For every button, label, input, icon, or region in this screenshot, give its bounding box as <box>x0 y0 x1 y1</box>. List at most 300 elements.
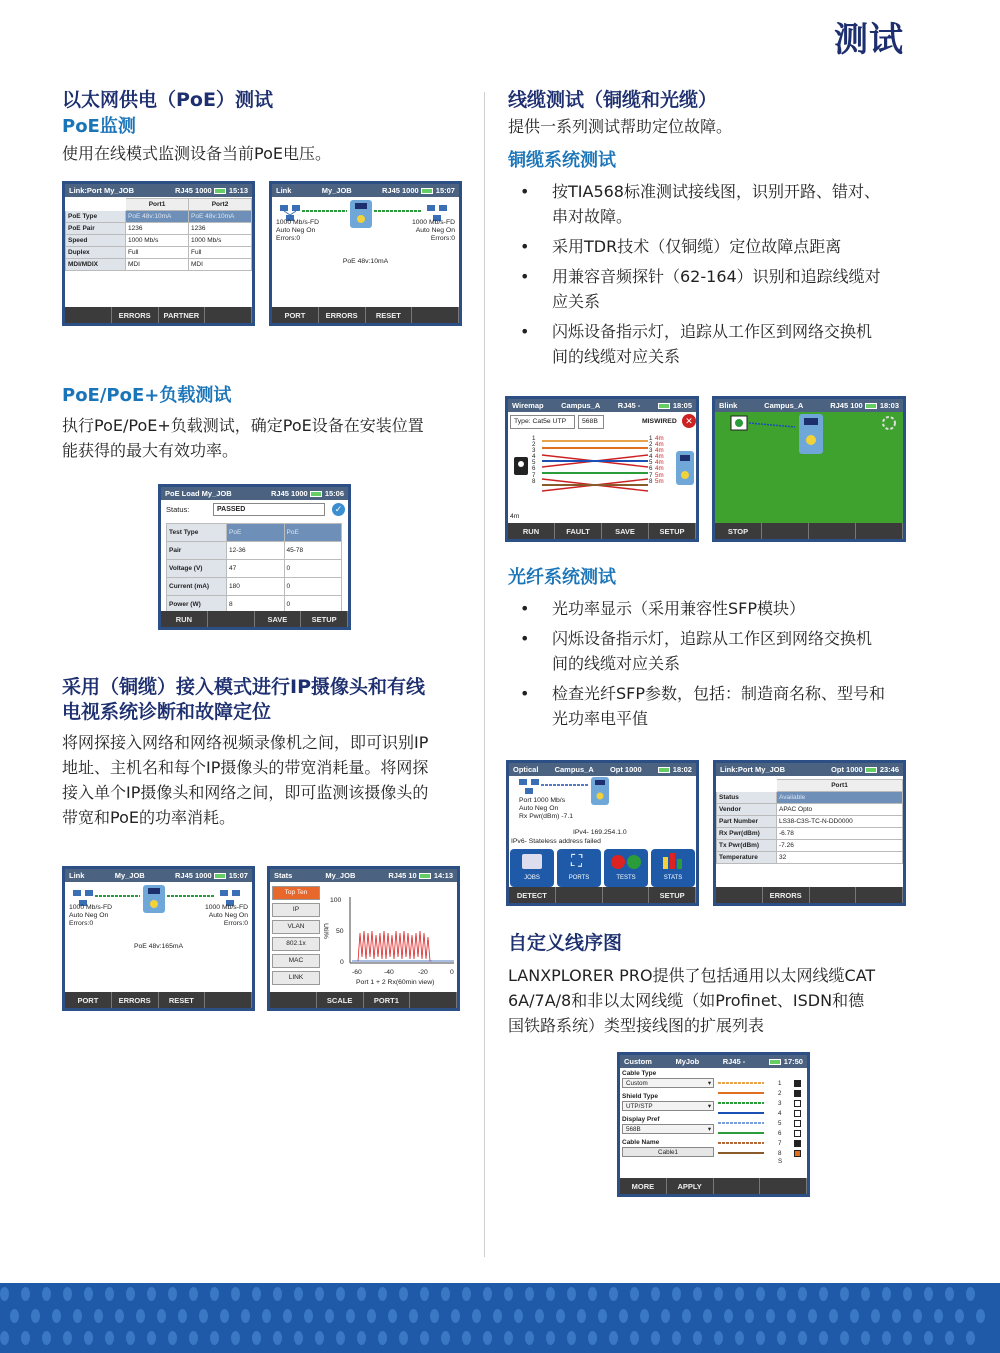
ipcam-text-4: 带宽和PoE的功率消耗。 <box>62 808 235 827</box>
softkey[interactable] <box>270 992 317 1008</box>
near-pin-labels: 1 2 3 4 5 6 7 8 <box>532 435 536 485</box>
decorative-dot <box>262 1309 271 1323</box>
decorative-dot <box>829 1309 838 1323</box>
ports-tile[interactable]: ⛶ PORTS <box>557 849 601 887</box>
fiber-bullets <box>508 596 928 731</box>
decorative-dot <box>483 1287 492 1301</box>
decorative-dot <box>819 1287 828 1301</box>
decorative-dot <box>945 1287 954 1301</box>
decorative-dot <box>73 1309 82 1323</box>
decorative-dot <box>451 1309 460 1323</box>
menu-link[interactable]: LINK <box>272 971 320 985</box>
tester-device-icon <box>591 777 609 805</box>
poe-port-table: Port1 Port2 PoE Type PoE 48v:10mA PoE 48v:10mA PoE Pair 1236 1236 Speed 1000 Mb/s 1000 Mb/s Duplex Full Full MDI/MDIX MDI MDI <box>65 198 252 271</box>
x-tick-label: 0 <box>450 969 454 976</box>
decorative-dot <box>273 1331 282 1345</box>
cable-test-text: 提供一系列测试帮助定位故障。 <box>508 117 733 136</box>
reset-softkey[interactable]: RESET <box>366 307 413 323</box>
decorative-dot <box>0 1331 9 1345</box>
ipv4-address: IPv4- 169.254.1.0 <box>573 829 627 836</box>
decorative-dot <box>724 1309 733 1323</box>
scale-softkey[interactable]: SCALE <box>317 992 364 1008</box>
decorative-dot <box>168 1331 177 1345</box>
decorative-dot <box>189 1331 198 1345</box>
decorative-dot <box>462 1287 471 1301</box>
screen-status-bar: Custom MyJob RJ45 - 17:50 <box>620 1055 807 1068</box>
decorative-dot <box>178 1309 187 1323</box>
decorative-dot <box>21 1287 30 1301</box>
pass-icon <box>627 855 641 869</box>
decorative-dot <box>126 1331 135 1345</box>
remote-id-icon <box>514 457 528 475</box>
softkey[interactable] <box>410 992 457 1008</box>
run-softkey[interactable]: RUN <box>508 523 555 539</box>
port-softkey[interactable]: PORT <box>272 307 319 323</box>
bar-chart-icon <box>663 857 668 869</box>
softkey[interactable] <box>412 307 459 323</box>
decorative-dot <box>483 1331 492 1345</box>
menu-top-ten[interactable]: Top Ten <box>272 886 320 900</box>
menu-mac[interactable]: MAC <box>272 954 320 968</box>
decorative-dot <box>535 1309 544 1323</box>
poe-load-title: PoE/PoE+负载测试 <box>62 385 232 406</box>
softkey[interactable] <box>809 523 856 539</box>
screen-sfp-details <box>713 760 906 906</box>
custom-text-3: 国铁路系统）类型接线图的扩展列表 <box>508 1016 765 1035</box>
screen-custom-wiremap <box>617 1052 810 1197</box>
decorative-dot <box>231 1287 240 1301</box>
run-softkey[interactable]: RUN <box>161 611 208 627</box>
softkey-bar <box>715 523 903 539</box>
softkey-bar <box>508 523 696 539</box>
decorative-dot <box>325 1309 334 1323</box>
decorative-dot <box>924 1331 933 1345</box>
screen-optical <box>506 760 699 906</box>
pin-checkbox[interactable] <box>794 1100 801 1107</box>
far-pin-labels: 1 2 3 4 5 6 7 8 <box>649 435 653 485</box>
softkey[interactable] <box>760 1178 807 1194</box>
fiber-bullet: • 检查光纤SFP参数，包括：制造商名称、型号和 光功率电平值 <box>508 681 928 731</box>
softkey-bar <box>65 307 252 323</box>
decorative-dot <box>556 1309 565 1323</box>
decorative-dot <box>745 1309 754 1323</box>
x-axis-label: Port 1 + 2 Rx(60min view) <box>356 979 435 986</box>
wiring-scheme-field[interactable]: 568B <box>578 415 604 429</box>
decorative-dot <box>630 1331 639 1345</box>
decorative-dot <box>409 1309 418 1323</box>
tester-device-icon <box>676 451 694 485</box>
jobs-tile[interactable]: JOBS <box>510 849 554 887</box>
decorative-dot <box>882 1287 891 1301</box>
fiber-bullet: • 光功率显示（采用兼容性SFP模块） <box>508 596 928 621</box>
screen-status-bar: Optical Campus_A Opt 1000 18:02 <box>509 763 696 776</box>
tests-tile[interactable]: TESTS <box>604 849 648 887</box>
utilization-chart <box>348 897 456 967</box>
decorative-dot <box>231 1331 240 1345</box>
port-softkey[interactable]: PORT <box>65 992 112 1008</box>
decorative-dot <box>147 1331 156 1345</box>
decorative-dot <box>609 1287 618 1301</box>
decorative-dot <box>94 1309 103 1323</box>
decorative-dot <box>525 1287 534 1301</box>
screen-stats <box>267 866 460 1011</box>
decorative-dot <box>199 1309 208 1323</box>
x-tick-label: -20 <box>418 969 428 976</box>
decorative-dot <box>84 1331 93 1345</box>
stats-tile[interactable]: STATS <box>651 849 695 887</box>
decorative-dot <box>84 1287 93 1301</box>
decorative-dot <box>640 1309 649 1323</box>
decorative-dot <box>672 1331 681 1345</box>
decorative-dot <box>546 1331 555 1345</box>
decorative-dot <box>63 1287 72 1301</box>
right-link-info: 1000 Mb/s-FD Auto Neg On Errors:0 <box>204 904 248 927</box>
screen-link-diagram-ipcam <box>62 866 255 1011</box>
softkey-bar <box>65 992 252 1008</box>
network-switch-icon <box>519 779 539 794</box>
decorative-dot <box>777 1287 786 1301</box>
pin-checkbox[interactable] <box>794 1080 801 1087</box>
poe-monitor-title: PoE监测 <box>62 116 136 137</box>
decorative-dot <box>619 1309 628 1323</box>
screen-blink <box>712 396 906 542</box>
decorative-dot <box>588 1287 597 1301</box>
partner-softkey[interactable]: PARTNER <box>159 307 206 323</box>
y-tick-label: 100 <box>330 897 342 904</box>
decorative-dot <box>10 1309 19 1323</box>
decorative-dot <box>714 1287 723 1301</box>
decorative-dot <box>157 1309 166 1323</box>
decorative-dot <box>861 1331 870 1345</box>
decorative-dot <box>21 1331 30 1345</box>
screen-status-bar: Link:Port My_JOB Opt 1000 23:46 <box>716 763 903 776</box>
more-softkey[interactable]: MORE <box>620 1178 667 1194</box>
save-softkey[interactable]: SAVE <box>255 611 302 627</box>
poe-load-text-2: 能获得的最大有效功率。 <box>62 441 239 460</box>
decorative-dot <box>609 1331 618 1345</box>
apply-softkey[interactable]: APPLY <box>667 1178 714 1194</box>
decorative-dot <box>493 1309 502 1323</box>
decorative-dot <box>514 1309 523 1323</box>
decorative-dot <box>241 1309 250 1323</box>
cable-type-dropdown[interactable]: Custom ▾ <box>622 1078 714 1088</box>
dot-pattern-row <box>0 1287 987 1301</box>
screen-status-bar: Blink Campus_A RJ45 100 18:03 <box>715 399 903 412</box>
stats-menu <box>272 886 320 988</box>
decorative-dot <box>378 1331 387 1345</box>
poe-load-table: Test Type PoE PoE Pair 12-36 45-78 Voltage (V) 47 0 Current (mA) 180 0 Power (W) 8 0 <box>166 523 342 614</box>
home-tiles <box>510 849 695 887</box>
wire-color-list <box>716 1079 766 1163</box>
copper-bullet: • 闪烁设备指示灯，追踪从工作区到网络交换机 间的线缆对应关系 <box>508 319 928 369</box>
decorative-dot <box>357 1331 366 1345</box>
decorative-dot <box>420 1331 429 1345</box>
custom-pin-labels: 1 2 3 4 5 6 7 8 S <box>778 1080 783 1165</box>
decorative-dot <box>714 1331 723 1345</box>
fail-icon <box>611 855 625 869</box>
screen-poe-load <box>158 484 351 630</box>
save-softkey[interactable]: SAVE <box>602 523 649 539</box>
decorative-dot <box>798 1287 807 1301</box>
setup-softkey[interactable]: SETUP <box>649 523 696 539</box>
status-label: Status: <box>166 505 190 514</box>
chevron-down-icon: ▾ <box>707 1126 711 1133</box>
tester-device-icon <box>350 200 372 228</box>
decorative-dot <box>462 1331 471 1345</box>
left-link-info: 1000 Mb/s-FD Auto Neg On Errors:0 <box>69 904 113 927</box>
pin-checkbox[interactable] <box>794 1140 801 1147</box>
optical-info: Port 1000 Mb/s Auto Neg On Rx Pwr(dBm) -7.1 <box>519 797 574 820</box>
decorative-dot <box>567 1331 576 1345</box>
softkey-bar <box>716 887 903 903</box>
screen-status-bar: Stats My_JOB RJ45 10 14:13 <box>270 869 457 882</box>
decorative-dot <box>651 1287 660 1301</box>
softkey-bar <box>272 307 459 323</box>
decorative-dot <box>798 1331 807 1345</box>
copper-bullet: • 采用TDR技术（仅铜缆）定位故障点距离 <box>508 234 928 259</box>
decorative-dot <box>661 1309 670 1323</box>
decorative-dot <box>441 1287 450 1301</box>
refresh-icon <box>883 417 895 429</box>
decorative-dot <box>850 1309 859 1323</box>
pin-checkbox[interactable] <box>794 1130 801 1137</box>
decorative-dot <box>336 1331 345 1345</box>
copper-bullets <box>508 179 928 369</box>
decorative-dot <box>903 1331 912 1345</box>
y-tick-label: 0 <box>340 959 344 966</box>
decorative-dot <box>441 1331 450 1345</box>
ipcam-title-2: 电视系统诊断和故障定位 <box>62 701 272 723</box>
menu-ip[interactable]: IP <box>272 903 320 917</box>
softkey-bar <box>509 887 696 903</box>
errors-softkey[interactable]: ERRORS <box>763 887 810 903</box>
decorative-dot <box>525 1331 534 1345</box>
decorative-dot <box>294 1287 303 1301</box>
cable-length: 4m <box>510 513 520 520</box>
decorative-dot <box>294 1331 303 1345</box>
column-divider <box>484 92 485 1257</box>
screen-status-bar: Link:Port My_JOB RJ45 1000 15:13 <box>65 184 252 197</box>
setup-softkey[interactable]: SETUP <box>649 887 696 903</box>
shield-type-label: Shield Type <box>622 1093 658 1100</box>
decorative-dot <box>304 1309 313 1323</box>
decorative-dot <box>630 1287 639 1301</box>
decorative-dot <box>955 1309 964 1323</box>
decorative-dot <box>945 1331 954 1345</box>
errors-softkey[interactable]: ERRORS <box>112 992 159 1008</box>
decorative-dot <box>735 1287 744 1301</box>
decorative-dot <box>840 1331 849 1345</box>
decorative-dot <box>903 1287 912 1301</box>
decorative-dot <box>210 1331 219 1345</box>
poe-load-text-1: 执行PoE/PoE+负载测试，确定PoE设备在安装位置 <box>62 416 424 435</box>
display-pref-dropdown[interactable]: 568B ▾ <box>622 1124 714 1134</box>
cable-name-label: Cable Name <box>622 1139 660 1146</box>
decorative-dot <box>105 1331 114 1345</box>
softkey[interactable] <box>856 523 903 539</box>
cable-test-title: 线缆测试（铜缆和光缆） <box>508 89 718 111</box>
port1-softkey[interactable]: PORT1 <box>364 992 411 1008</box>
softkey[interactable] <box>603 887 650 903</box>
blink-graphic <box>715 412 903 472</box>
network-tree-icon: ⛶ <box>571 853 583 870</box>
softkey[interactable] <box>205 992 252 1008</box>
screen-status-bar: Link My_JOB RJ45 1000 15:07 <box>65 869 252 882</box>
pin-checkbox[interactable] <box>794 1150 801 1157</box>
decorative-dot <box>136 1309 145 1323</box>
custom-wiremap-title: 自定义线序图 <box>508 932 623 954</box>
screen-status-bar: PoE Load My_JOB RJ45 1000 15:06 <box>161 487 348 500</box>
status-value: PASSED <box>213 503 325 516</box>
screen-status-bar: Link My_JOB RJ45 1000 15:07 <box>272 184 459 197</box>
errors-softkey[interactable]: ERRORS <box>319 307 366 323</box>
decorative-dot <box>588 1331 597 1345</box>
softkey[interactable] <box>205 307 252 323</box>
pin-checkbox[interactable] <box>794 1120 801 1127</box>
decorative-dot <box>777 1331 786 1345</box>
screen-link-diagram <box>269 181 462 326</box>
decorative-dot <box>819 1331 828 1345</box>
decorative-dot <box>598 1309 607 1323</box>
decorative-dot <box>63 1331 72 1345</box>
decorative-dot <box>966 1331 975 1345</box>
softkey[interactable] <box>714 1178 761 1194</box>
custom-text-2: 6A/7A/8和非以太网线缆（如Profinet、ISDN和德 <box>508 991 865 1010</box>
footer-dot-band <box>0 1283 1000 1353</box>
setup-softkey[interactable]: SETUP <box>301 611 348 627</box>
decorative-dot <box>735 1331 744 1345</box>
decorative-dot <box>388 1309 397 1323</box>
decorative-dot <box>567 1287 576 1301</box>
cable-type-field[interactable]: Type: Cat5e UTP <box>510 415 575 429</box>
ipcam-text-1: 将网探接入网络和网络视频录像机之间，即可识别IP <box>62 733 429 752</box>
decorative-dot <box>220 1309 229 1323</box>
menu-vlan[interactable]: VLAN <box>272 920 320 934</box>
decorative-dot <box>693 1331 702 1345</box>
screen-wiremap <box>505 396 699 542</box>
decorative-dot <box>273 1287 282 1301</box>
decorative-dot <box>756 1331 765 1345</box>
decorative-dot <box>861 1287 870 1301</box>
display-pref-label: Display Pref <box>622 1116 660 1123</box>
decorative-dot <box>840 1287 849 1301</box>
stop-softkey[interactable]: STOP <box>715 523 762 539</box>
decorative-dot <box>210 1287 219 1301</box>
cable-type-label: Cable Type <box>622 1070 657 1077</box>
detect-softkey[interactable]: DETECT <box>509 887 556 903</box>
port-led-icon <box>731 416 747 430</box>
menu-8021x[interactable]: 802.1x <box>272 937 320 951</box>
decorative-dot <box>399 1287 408 1301</box>
decorative-dot <box>357 1287 366 1301</box>
decorative-dot <box>315 1331 324 1345</box>
pass-check-icon: ✓ <box>332 503 345 516</box>
copper-test-title: 铜缆系统测试 <box>508 150 616 171</box>
fiber-test-title: 光纤系统测试 <box>508 567 616 588</box>
screen-link-port-poe <box>62 181 255 326</box>
decorative-dot <box>703 1309 712 1323</box>
shield-type-dropdown[interactable]: UTP/STP ▾ <box>622 1101 714 1111</box>
decorative-dot <box>378 1287 387 1301</box>
left-link-info: 1000 Mb/s-FD Auto Neg On Errors:0 <box>276 219 320 242</box>
decorative-dot <box>976 1309 985 1323</box>
pin-checkbox[interactable] <box>794 1090 801 1097</box>
decorative-dot <box>808 1309 817 1323</box>
decorative-dot <box>546 1287 555 1301</box>
decorative-dot <box>871 1309 880 1323</box>
softkey-bar <box>620 1178 807 1194</box>
pin-checkbox[interactable] <box>794 1110 801 1117</box>
decorative-dot <box>252 1287 261 1301</box>
decorative-dot <box>52 1309 61 1323</box>
poe-section-title: 以太网供电（PoE）测试 <box>62 89 273 111</box>
reset-softkey[interactable]: RESET <box>159 992 206 1008</box>
softkey[interactable] <box>810 887 857 903</box>
softkey[interactable] <box>208 611 255 627</box>
ipcam-title-1: 采用（铜缆）接入模式进行IP摄像头和有线 <box>62 676 425 698</box>
y-axis-label: Util% <box>321 923 329 939</box>
ipcam-text-2: 地址、主机名和每个IP摄像头的带宽消耗量。将网探 <box>62 758 429 777</box>
decorative-dot <box>367 1309 376 1323</box>
copper-bullet: • 用兼容音频探针（62-164）识别和追踪线缆对 应关系 <box>508 264 928 314</box>
decorative-dot <box>420 1287 429 1301</box>
softkey[interactable] <box>65 307 112 323</box>
decorative-dot <box>682 1309 691 1323</box>
dot-pattern-row <box>0 1331 987 1345</box>
x-tick-label: -60 <box>352 969 362 976</box>
softkey[interactable] <box>716 887 763 903</box>
decorative-dot <box>766 1309 775 1323</box>
page-title: 测试 <box>834 20 904 60</box>
fiber-bullet: • 闪烁设备指示灯，追踪从工作区到网络交换机 间的线缆对应关系 <box>508 626 928 676</box>
decorative-dot <box>0 1287 9 1301</box>
decorative-dot <box>693 1287 702 1301</box>
fail-x-icon: ✕ <box>682 414 696 428</box>
decorative-dot <box>336 1287 345 1301</box>
x-tick-label: -40 <box>384 969 394 976</box>
decorative-dot <box>651 1331 660 1345</box>
softkey[interactable] <box>762 523 809 539</box>
wiremap-status: MISWIRED <box>642 418 677 425</box>
tester-device-icon <box>143 885 165 913</box>
decorative-dot <box>504 1331 513 1345</box>
softkey[interactable] <box>856 887 903 903</box>
decorative-dot <box>934 1309 943 1323</box>
decorative-dot <box>315 1287 324 1301</box>
decorative-dot <box>430 1309 439 1323</box>
folder-icon <box>522 854 542 869</box>
screen-status-bar: Wiremap Campus_A RJ45 - 18:05 <box>508 399 696 412</box>
decorative-dot <box>913 1309 922 1323</box>
decorative-dot <box>42 1287 51 1301</box>
ipv6-status: IPv6- Stateless address failed <box>511 838 601 845</box>
softkey[interactable] <box>556 887 603 903</box>
copper-bullet: • 按TIA568标准测试接线图，识别开路、错对、 串对故障。 <box>508 179 928 229</box>
poe-monitor-text: 使用在线模式监测设备当前PoE电压。 <box>62 144 331 163</box>
decorative-dot <box>756 1287 765 1301</box>
decorative-dot <box>966 1287 975 1301</box>
decorative-dot <box>504 1287 513 1301</box>
pin-checkboxes <box>794 1080 801 1160</box>
decorative-dot <box>147 1287 156 1301</box>
y-tick-label: 50 <box>336 928 344 935</box>
errors-softkey[interactable]: ERRORS <box>112 307 159 323</box>
decorative-dot <box>577 1309 586 1323</box>
decorative-dot <box>105 1287 114 1301</box>
cable-name-field[interactable]: Cable1 <box>622 1147 714 1157</box>
decorative-dot <box>283 1309 292 1323</box>
fault-softkey[interactable]: FAULT <box>555 523 602 539</box>
